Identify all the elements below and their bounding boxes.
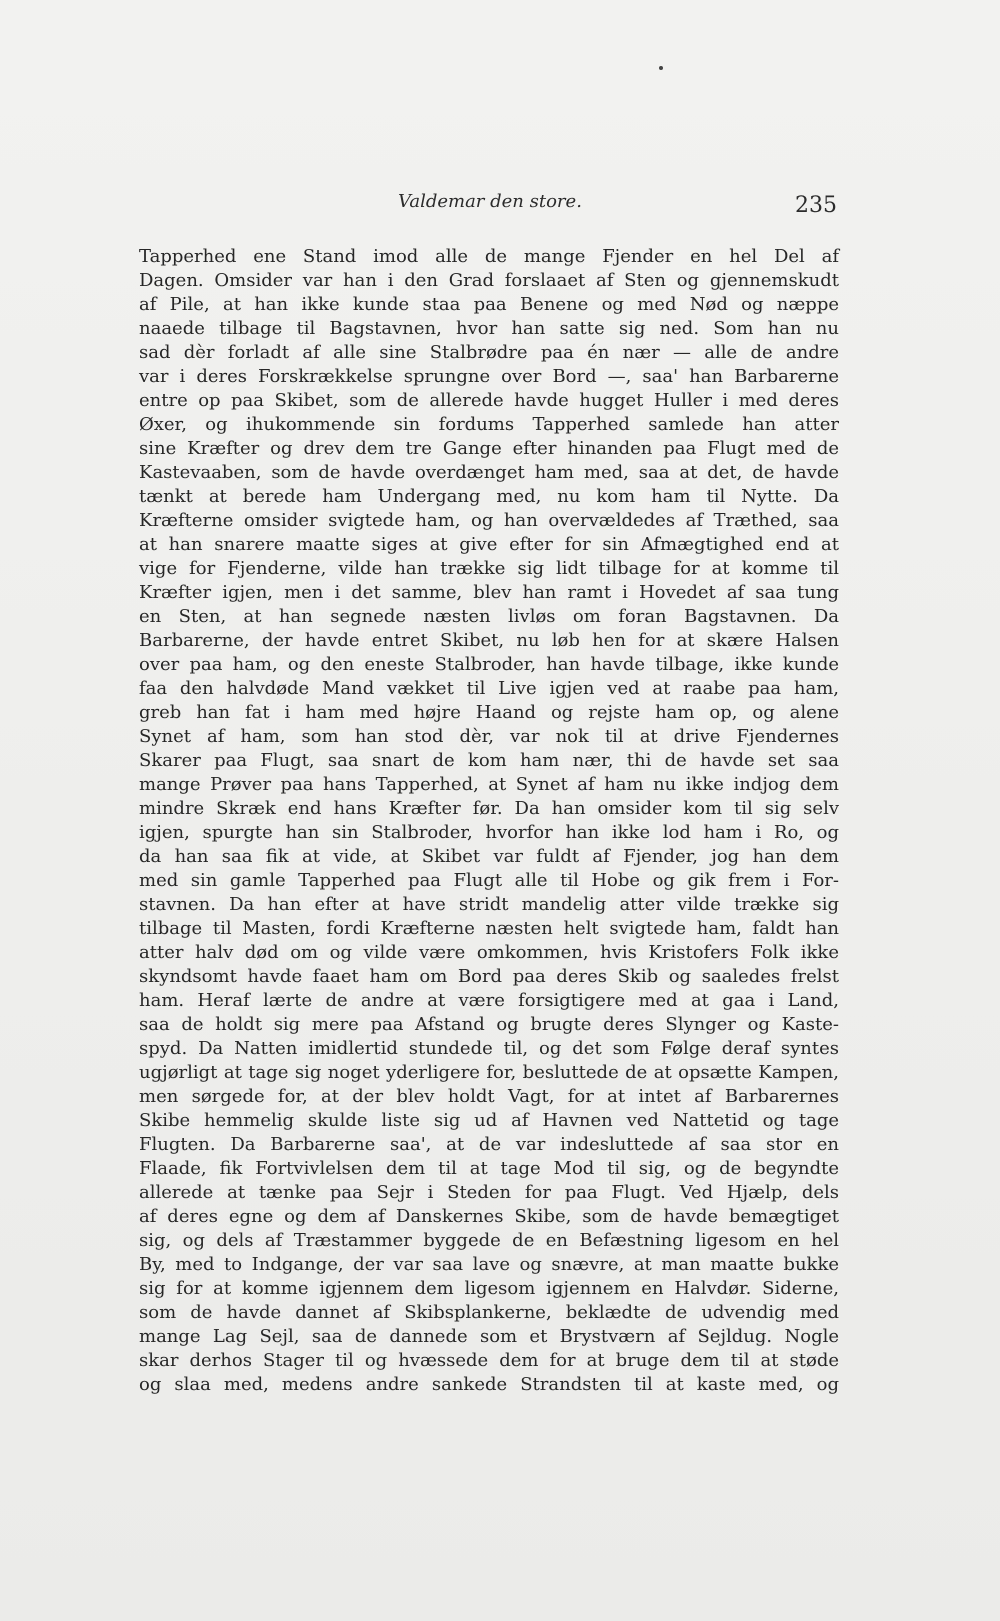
- text-line: sig for at komme igjennem dem ligesom igjennem en Halvdør. Siderne,: [139, 1278, 839, 1299]
- text-line: vige for Fjenderne, vilde han trække sig lidt tilbage for at komme til: [139, 558, 839, 579]
- text-line: da han saa fik at vide, at Skibet var fuldt af Fjender, jog han dem: [139, 846, 839, 867]
- text-line: ham. Heraf lærte de andre at være forsigtigere med at gaa i Land,: [139, 990, 839, 1011]
- text-line: By, med to Indgange, der var saa lave og snævre, at man maatte bukke: [139, 1254, 839, 1275]
- text-line: sad dèr forladt af alle sine Stalbrødre paa én nær — alle de andre: [139, 342, 839, 363]
- text-line: Kræfterne omsider svigtede ham, og han overvældedes af Træthed, saa: [139, 510, 839, 531]
- text-line: Flaade, fik Fortvivlelsen dem til at tage Mod til sig, og de begyndte: [139, 1158, 839, 1179]
- text-line: Dagen. Omsider var han i den Grad forslaaet af Sten og gjennemskudt: [139, 270, 839, 291]
- text-line: spyd. Da Natten imidlertid stundede til, og det som Følge deraf syntes: [139, 1038, 839, 1059]
- text-line: Barbarerne, der havde entret Skibet, nu løb hen for at skære Halsen: [139, 630, 839, 651]
- text-line: mange Lag Sejl, saa de dannede som et Brystværn af Sejldug. Nogle: [139, 1326, 839, 1347]
- text-line: var i deres Forskrækkelse sprungne over Bord —, saa' han Barbarerne: [139, 366, 839, 387]
- text-line: som de havde dannet af Skibsplankerne, beklædte de udvendig med: [139, 1302, 839, 1323]
- text-line: Synet af ham, som han stod dèr, var nok til at drive Fjendernes: [139, 726, 839, 747]
- text-line: Kastevaaben, som de havde overdænget ham med, saa at det, de havde: [139, 462, 839, 483]
- running-header: [140, 191, 840, 221]
- text-line: Skibe hemmelig skulde liste sig ud af Havnen ved Nattetid og tage: [139, 1110, 839, 1131]
- text-line: tænkt at berede ham Undergang med, nu kom ham til Nytte. Da: [139, 486, 839, 507]
- running-title: Valdemar den store.: [398, 191, 582, 212]
- text-line: at han snarere maatte siges at give efter for sin Afmægtighed end at: [139, 534, 839, 555]
- text-line: skyndsomt havde faaet ham om Bord paa deres Skib og saaledes frelst: [139, 966, 839, 987]
- ink-speck: [659, 66, 663, 70]
- text-line: Øxer, og ihukommende sin fordums Tapperhed samlede han atter: [139, 414, 839, 435]
- text-line: mindre Skræk end hans Kræfter før. Da han omsider kom til sig selv: [139, 798, 839, 819]
- text-line: Tapperhed ene Stand imod alle de mange Fjender en hel Del af: [139, 246, 839, 267]
- text-line: Skarer paa Flugt, saa snart de kom ham nær, thi de havde set saa: [139, 750, 839, 771]
- text-line: greb han fat i ham med højre Haand og rejste ham op, og alene: [139, 702, 839, 723]
- text-line: igjen, spurgte han sin Stalbroder, hvorfor han ikke lod ham i Ro, og: [139, 822, 839, 843]
- text-line: ugjørligt at tage sig noget yderligere for, besluttede de at opsætte Kampen,: [139, 1062, 839, 1083]
- text-line: af Pile, at han ikke kunde staa paa Benene og med Nød og næppe: [139, 294, 839, 315]
- text-line: entre op paa Skibet, som de allerede havde hugget Huller i med deres: [139, 390, 839, 411]
- text-line: skar derhos Stager til og hvæssede dem for at bruge dem til at støde: [139, 1350, 839, 1371]
- text-line: stavnen. Da han efter at have stridt mandelig atter vilde trække sig: [139, 894, 839, 915]
- text-line: Flugten. Da Barbarerne saa', at de var indesluttede af saa stor en: [139, 1134, 839, 1155]
- text-line: faa den halvdøde Mand vækket til Live igjen ved at raabe paa ham,: [139, 678, 839, 699]
- text-line: sine Kræfter og drev dem tre Gange efter hinanden paa Flugt med de: [139, 438, 839, 459]
- text-line: men sørgede for, at der blev holdt Vagt, for at intet af Barbarernes: [139, 1086, 839, 1107]
- text-line: naaede tilbage til Bagstavnen, hvor han satte sig ned. Som han nu: [139, 318, 839, 339]
- text-line: Kræfter igjen, men i det samme, blev han ramt i Hovedet af saa tung: [139, 582, 839, 603]
- text-line: mange Prøver paa hans Tapperhed, at Synet af ham nu ikke indjog dem: [139, 774, 839, 795]
- text-line: af deres egne og dem af Danskernes Skibe, som de havde bemægtiget: [139, 1206, 839, 1227]
- text-line: tilbage til Masten, fordi Kræfterne næsten helt svigtede ham, faldt han: [139, 918, 839, 939]
- text-line: og slaa med, medens andre sankede Strandsten til at kaste med, og: [139, 1374, 839, 1395]
- page-number: 235: [795, 193, 837, 218]
- text-line: atter halv død om og vilde være omkommen, hvis Kristofers Folk ikke: [139, 942, 839, 963]
- text-line: over paa ham, og den eneste Stalbroder, han havde tilbage, ikke kunde: [139, 654, 839, 675]
- text-line: en Sten, at han segnede næsten livløs om foran Bagstavnen. Da: [139, 606, 839, 627]
- text-line: sig, og dels af Træstammer byggede de en Befæstning ligesom en hel: [139, 1230, 839, 1251]
- body-text: [139, 245, 839, 1397]
- text-line: allerede at tænke paa Sejr i Steden for paa Flugt. Ved Hjælp, dels: [139, 1182, 839, 1203]
- text-line: saa de holdt sig mere paa Afstand og brugte deres Slynger og Kaste-: [139, 1014, 839, 1035]
- text-line: med sin gamle Tapperhed paa Flugt alle til Hobe og gik frem i For-: [139, 870, 839, 891]
